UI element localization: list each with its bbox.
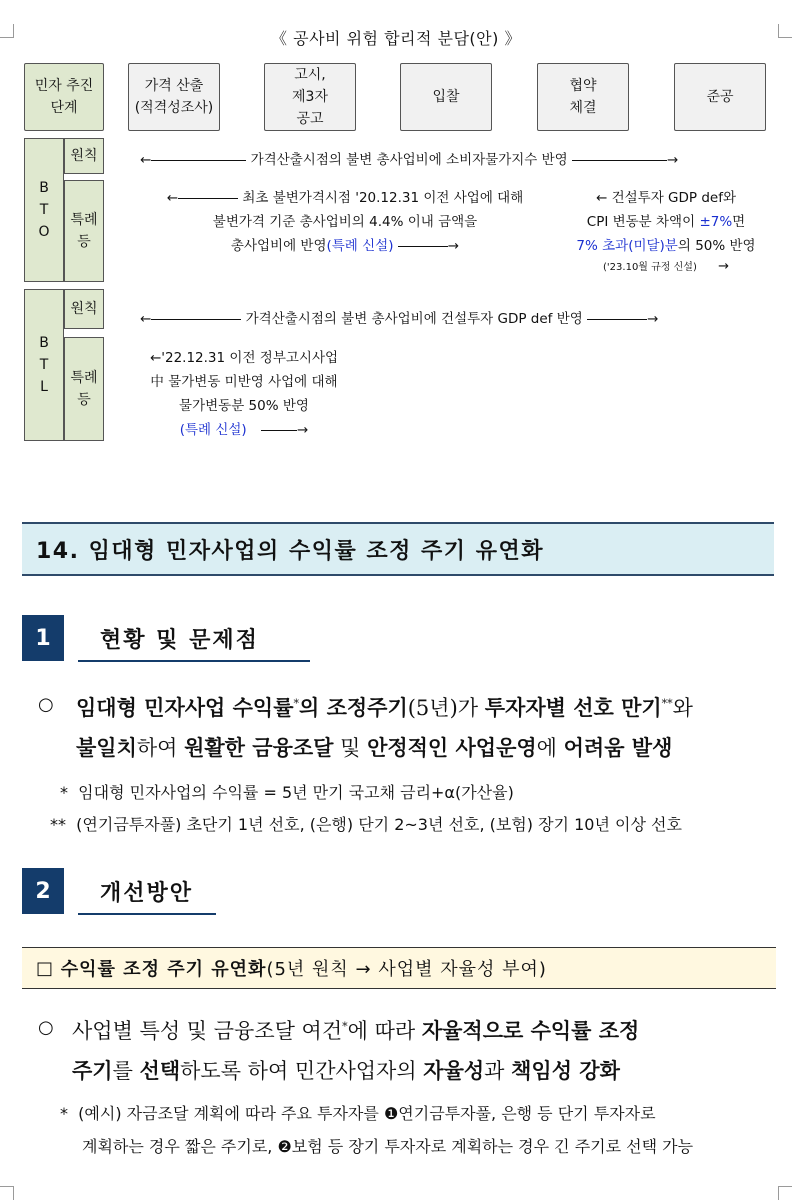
bto-principle-label: 원칙 <box>64 138 104 174</box>
footnote-text: 임대형 민자사업의 수익률 = 5년 만기 국고채 금리+α(가산율) <box>78 783 514 802</box>
bto-right-excess: 7% 초과(미달)분 <box>576 238 678 254</box>
improvement-heading <box>22 947 776 989</box>
stage-label: 민자 추진 단계 <box>24 63 104 131</box>
circled-two-icon: ❷ <box>277 1137 292 1156</box>
footnote-text: (연기금투자풀) 초단기 1년 선호, (은행) 단기 2~3년 선호, (보험) 장기 10년 이상 선호 <box>76 815 682 834</box>
footnote <box>60 779 514 807</box>
right-arrow-icon: → <box>667 152 679 168</box>
section-heading: 14. 임대형 민자사업의 수익률 조정 주기 유연화 <box>22 522 774 576</box>
bto-exception-line: 불변가격 기준 총사업비의 4.4% 이내 금액을 <box>212 214 478 230</box>
square-bullet-icon: □ <box>36 957 55 979</box>
footnote-text: 연기금투자풀, 은행 등 단기 투자자로 <box>398 1104 656 1123</box>
footnote-text: 계획하는 경우 짧은 주기로, <box>82 1137 278 1156</box>
right-arrow-icon: → <box>296 422 309 438</box>
circle-bullet-icon: ○ <box>38 1017 54 1038</box>
part-number-badge: 1 <box>22 615 64 661</box>
footnote <box>82 1133 693 1161</box>
right-arrow-icon: → <box>447 238 460 254</box>
bto-exception-right <box>566 186 766 277</box>
footnote-mark: * <box>60 1104 68 1123</box>
improvement-title: 수익률 조정 주기 유연화 <box>60 959 267 980</box>
bto-exception-label: 특례 등 <box>64 180 104 282</box>
btl-principle-label: 원칙 <box>64 289 104 329</box>
bto-exception-line: 최초 불변가격시점 '20.12.31 이전 사업에 대해 <box>242 190 524 206</box>
part-number-badge: 2 <box>22 868 64 914</box>
bto-exception-new: (특례 신설) <box>326 238 394 254</box>
bto-principle-text: 가격산출시점의 불변 총사업비에 소비자물가지수 반영 <box>250 152 568 168</box>
part1-bullet: 임대형 민자사업 수익률*의 조정주기(5년)가 투자자별 선호 만기**와 불일치하여 원활한 금융조달 및 안정적인 사업운영에 어려움 발생 <box>76 695 693 760</box>
part-title: 개선방안 <box>78 876 216 915</box>
btl-principle-row <box>140 307 658 331</box>
stage-agreement: 협약 체결 <box>537 63 629 131</box>
stage-bid: 입찰 <box>400 63 492 131</box>
stage-notice: 고시, 제3자 공고 <box>264 63 356 131</box>
footnote-text: (예시) 자금조달 계획에 따라 주요 투자자를 <box>78 1104 384 1123</box>
bto-label: B T O <box>24 138 64 282</box>
btl-exception-label: 특례 등 <box>64 337 104 441</box>
left-arrow-icon: ← <box>140 152 152 168</box>
part2-bullet: 사업별 특성 및 금융조달 여건*에 따라 자율적으로 수익률 조정 주기를 선택하도록 하여 민간사업자의 자율성과 책임성 강화 <box>72 1018 640 1083</box>
part-title: 현황 및 문제점 <box>78 623 310 662</box>
bto-exception-line: 총사업비에 반영 <box>230 238 327 254</box>
stage-price: 가격 산출 (적격성조사) <box>128 63 220 131</box>
right-arrow-icon: → <box>647 311 659 327</box>
btl-exception-line: '22.12.31 이전 정부고시사업 <box>161 350 339 366</box>
bto-right-threshold: ±7% <box>699 214 733 230</box>
bto-principle-row <box>140 148 678 172</box>
bto-right-line: CPI 변동분 차액이 <box>586 214 700 230</box>
right-arrow-icon: → <box>718 259 729 274</box>
btl-exception-new: (특례 신설) <box>179 422 247 438</box>
corner-mark <box>778 1186 792 1200</box>
footnote <box>60 1100 656 1128</box>
btl-exception-block <box>126 346 362 442</box>
left-arrow-icon: ← <box>166 190 179 206</box>
footnote-text: 보험 등 장기 투자자로 계획하는 경우 긴 주기로 선택 가능 <box>291 1137 694 1156</box>
footnote <box>50 811 682 839</box>
btl-principle-text: 가격산출시점의 불변 총사업비에 건설투자 GDP def 반영 <box>245 311 583 327</box>
left-arrow-icon: ← <box>595 190 608 206</box>
bto-right-line: 면 <box>732 214 746 230</box>
bto-right-line: 의 50% 반영 <box>677 238 756 254</box>
btl-label: B T L <box>24 289 64 441</box>
left-arrow-icon: ← <box>140 311 152 327</box>
improvement-subtitle: (5년 원칙 → 사업별 자율성 부여) <box>266 959 547 980</box>
circle-bullet-icon: ○ <box>38 694 54 715</box>
circled-one-icon: ❶ <box>383 1104 399 1123</box>
footnote-mark: ** <box>50 815 66 834</box>
corner-mark <box>0 1186 14 1200</box>
diagram-title: 《 공사비 위험 합리적 분담(안) 》 <box>271 29 521 48</box>
footnote-mark: * <box>60 783 68 802</box>
stage-completion: 준공 <box>674 63 766 131</box>
bto-right-note: ('23.10월 규정 신설) <box>603 262 697 273</box>
left-arrow-icon: ← <box>149 350 162 366</box>
btl-exception-line: 물가변동분 50% 반영 <box>179 398 309 414</box>
bto-right-line: 건설투자 GDP def와 <box>611 190 737 206</box>
bto-exception-left <box>130 186 560 258</box>
btl-exception-line: 中 물가변동 미반영 사업에 대해 <box>150 374 338 390</box>
